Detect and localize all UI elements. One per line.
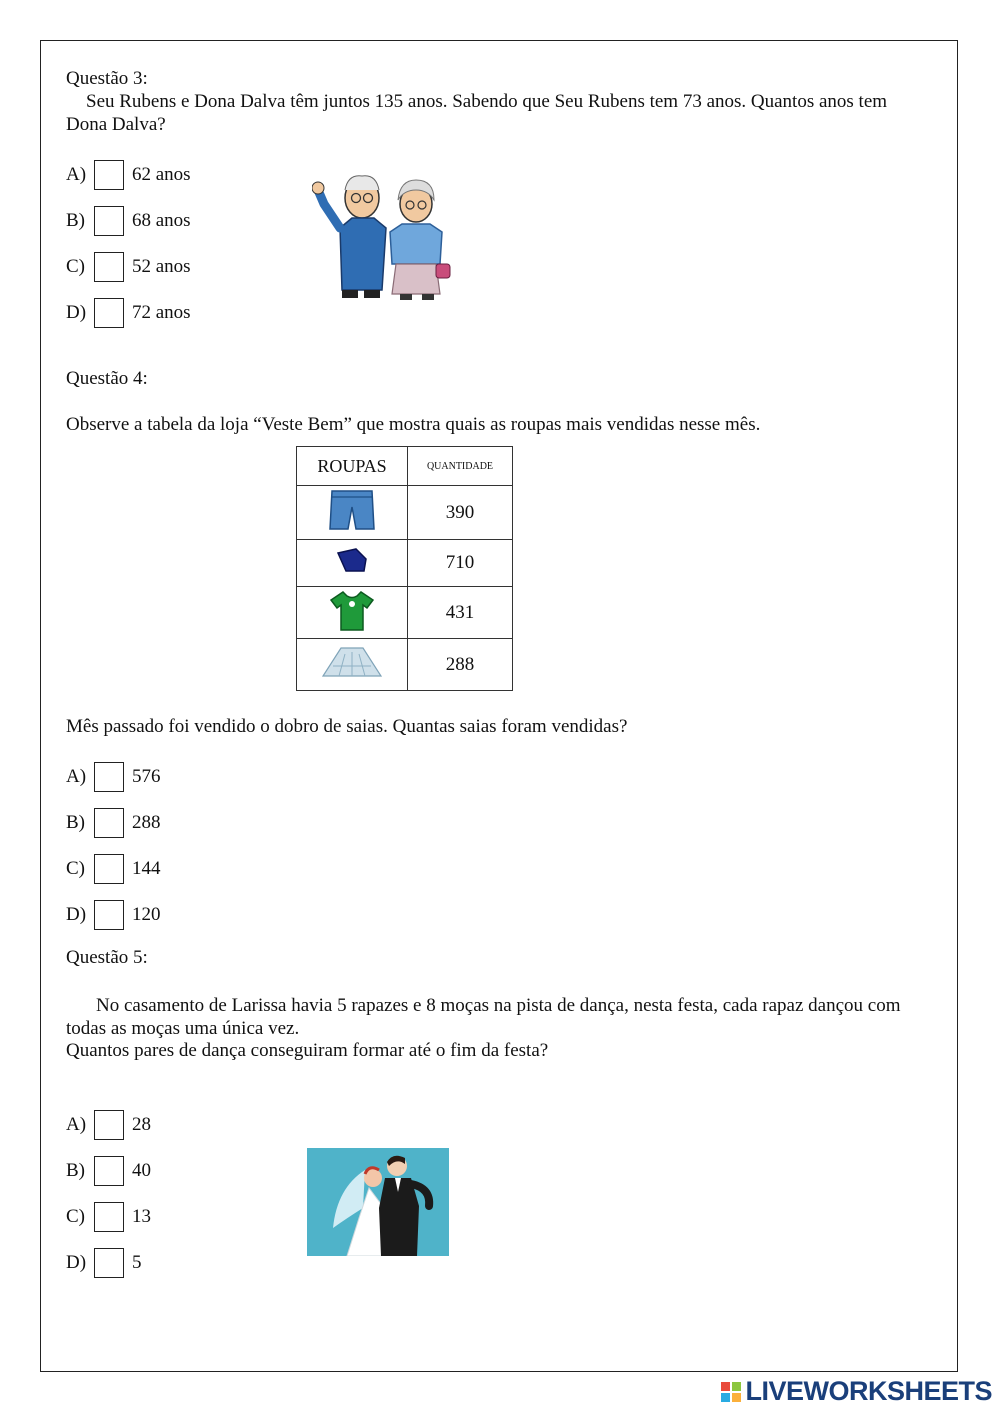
option-value: 288	[132, 812, 161, 833]
q3-answer-box-a[interactable]	[94, 160, 124, 190]
option-letter: C)	[66, 1206, 85, 1227]
q5-answer-box-a[interactable]	[94, 1110, 124, 1140]
table-row	[297, 587, 513, 639]
table-header-quantidade: QUANTIDADE	[408, 447, 513, 486]
option-value: 72 anos	[132, 302, 191, 323]
q4-question: Mês passado foi vendido o dobro de saias. Quantas saias foram vendidas?	[66, 716, 628, 737]
q4-option-a	[66, 760, 161, 794]
q4-answer-box-b[interactable]	[94, 808, 124, 838]
option-value: 576	[132, 766, 161, 787]
logo-grid-icon	[721, 1382, 741, 1402]
elderly-couple-illustration	[312, 168, 460, 304]
q3-option-c	[66, 250, 191, 284]
table-cell-item	[297, 587, 408, 639]
q5-answer-box-d[interactable]	[94, 1248, 124, 1278]
table-cell-item	[297, 486, 408, 540]
option-value: 52 anos	[132, 256, 191, 277]
liveworksheets-logo	[721, 1376, 992, 1407]
q5-answer-box-b[interactable]	[94, 1156, 124, 1186]
shoe-icon	[332, 545, 372, 575]
q5-text: No casamento de Larissa havia 5 rapazes e 8 moças na pista de dança, nesta festa, cada rapaz dançou com todas as moças uma única vez.	[66, 995, 901, 1039]
q4-answer-box-c[interactable]	[94, 854, 124, 884]
jeans-shorts-icon	[326, 487, 378, 533]
q4-option-c	[66, 852, 161, 886]
option-letter: A)	[66, 1114, 87, 1135]
wedding-couple-illustration	[307, 1148, 449, 1256]
option-value: 28	[132, 1114, 151, 1135]
option-value: 40	[132, 1160, 151, 1181]
tshirt-icon	[329, 588, 375, 632]
q4-answer-box-a[interactable]	[94, 762, 124, 792]
option-value: 144	[132, 858, 161, 879]
q5-option-c	[66, 1200, 151, 1234]
option-letter: B)	[66, 210, 85, 231]
q5-option-b	[66, 1154, 151, 1188]
table-cell-item	[297, 639, 408, 691]
q5-option-d	[66, 1246, 142, 1280]
q3-option-a	[66, 158, 191, 192]
option-letter: C)	[66, 858, 85, 879]
q4-option-b	[66, 806, 161, 840]
option-value: 68 anos	[132, 210, 191, 231]
option-letter: D)	[66, 1252, 87, 1273]
table-cell-qty: 710	[408, 540, 513, 587]
option-letter: B)	[66, 812, 85, 833]
option-letter: D)	[66, 904, 87, 925]
option-letter: A)	[66, 164, 87, 185]
q3-option-b	[66, 204, 191, 238]
q4-title: Questão 4:	[66, 368, 148, 389]
q3-title: Questão 3:	[66, 68, 148, 89]
logo-text: LIVEWORKSHEETS	[745, 1376, 992, 1406]
option-value: 5	[132, 1252, 142, 1273]
q3-answer-box-d[interactable]	[94, 298, 124, 328]
table-cell-qty: 390	[408, 486, 513, 540]
skirt-icon	[319, 644, 385, 680]
table-cell-qty: 431	[408, 587, 513, 639]
table-row	[297, 540, 513, 587]
option-value: 120	[132, 904, 161, 925]
q3-text: Seu Rubens e Dona Dalva têm juntos 135 anos. Sabendo que Seu Rubens tem 73 anos. Quantos anos tem Dona Dalva?	[66, 91, 888, 135]
q5-option-a	[66, 1108, 151, 1142]
clothes-sales-table	[296, 446, 513, 691]
q5-title: Questão 5:	[66, 947, 148, 968]
table-header-roupas: ROUPAS	[297, 447, 408, 486]
q4-option-d	[66, 898, 161, 932]
q5-question: Quantos pares de dança conseguiram formar até o fim da festa?	[66, 1040, 549, 1061]
option-letter: C)	[66, 256, 85, 277]
table-cell-item	[297, 540, 408, 587]
q4-answer-box-d[interactable]	[94, 900, 124, 930]
option-value: 13	[132, 1206, 151, 1227]
table-row	[297, 639, 513, 691]
table-row	[297, 486, 513, 540]
page-border	[40, 40, 958, 1372]
q5-answer-box-c[interactable]	[94, 1202, 124, 1232]
option-letter: B)	[66, 1160, 85, 1181]
table-header-row	[297, 447, 513, 486]
q3-answer-box-b[interactable]	[94, 206, 124, 236]
q3-answer-box-c[interactable]	[94, 252, 124, 282]
q3-option-d	[66, 296, 191, 330]
q4-intro: Observe a tabela da loja “Veste Bem” que mostra quais as roupas mais vendidas nesse mês.	[66, 414, 761, 435]
option-value: 62 anos	[132, 164, 191, 185]
option-letter: D)	[66, 302, 87, 323]
option-letter: A)	[66, 766, 87, 787]
table-cell-qty: 288	[408, 639, 513, 691]
